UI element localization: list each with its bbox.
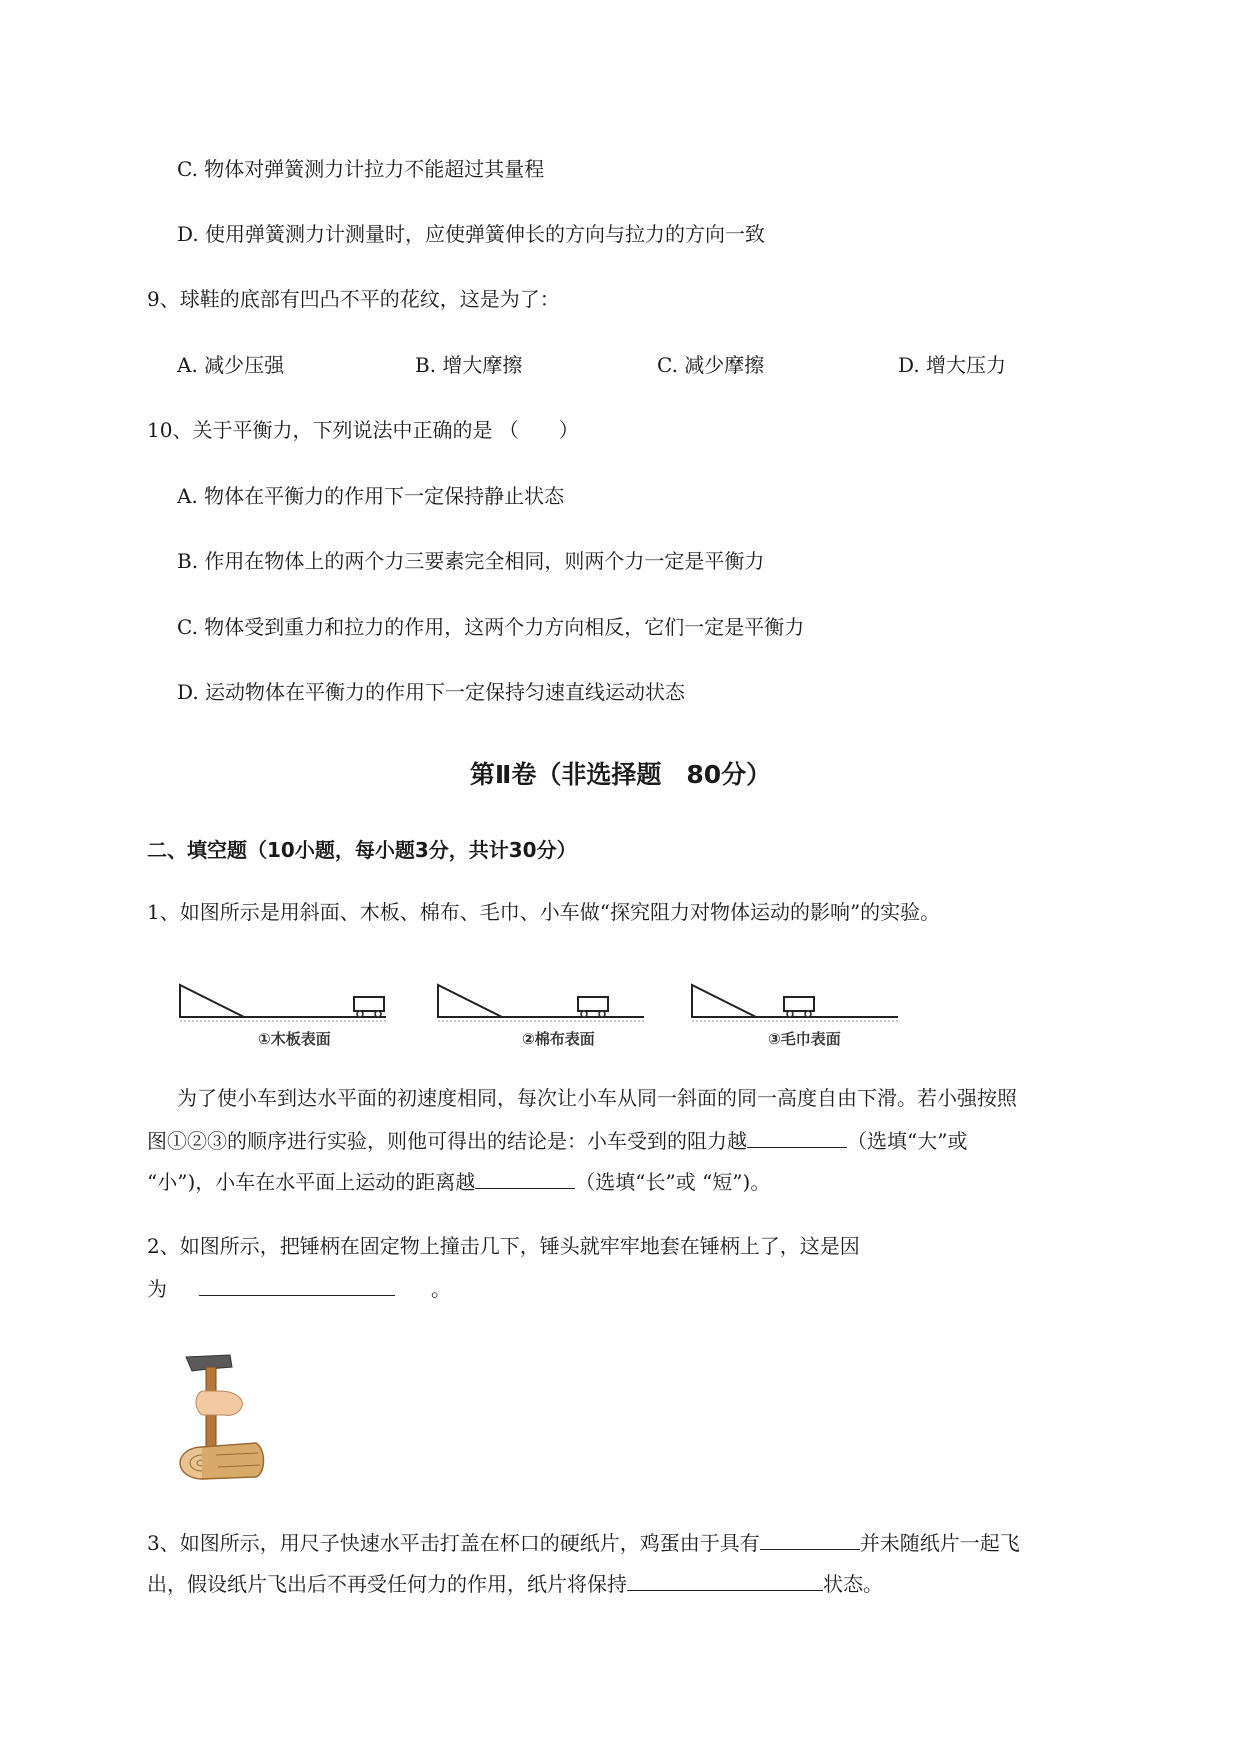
fq3-answer-blank-1[interactable]	[760, 1527, 860, 1550]
hammer-icon	[172, 1345, 272, 1485]
fq1-stem: 1、如图所示是用斜面、木板、棉布、毛巾、小车做“探究阻力对物体运动的影响”的实验。	[147, 900, 941, 924]
q10-option-a: A. 物体在平衡力的作用下一定保持静止状态	[177, 484, 565, 508]
ramp-experiment-figure	[176, 975, 906, 1055]
figure-panel-wood	[180, 985, 386, 1048]
fq1-body-line1: 为了使小车到达水平面的初速度相同，每次让小车从同一斜面的同一高度自由下滑。若小强按照	[177, 1086, 1017, 1110]
fq2-line2-text-a: 为	[147, 1277, 167, 1301]
fq3-line2-text-b: 状态。	[823, 1572, 883, 1596]
figure-panel-towel	[692, 985, 898, 1048]
q9-option-b: B. 增大摩擦	[415, 353, 523, 377]
fq1-body-line3	[147, 1166, 770, 1196]
fq2-stem-line1: 2、如图所示，把锤柄在固定物上撞击几下，锤头就牢牢地套在锤柄上了，这是因	[147, 1234, 860, 1258]
fq1-line3-text-b: （选填“长”或 “短”)。	[575, 1170, 771, 1194]
fq2-answer-blank[interactable]	[199, 1273, 395, 1296]
figure-label-towel: ③毛巾表面	[768, 1030, 841, 1048]
fq2-stem-line2	[147, 1273, 451, 1303]
section-title: 第Ⅱ卷（非选择题 80分）	[469, 760, 772, 789]
fq3-line1-text-b: 并未随纸片一起飞	[859, 1531, 1020, 1555]
q9-option-a: A. 减少压强	[177, 353, 285, 377]
fq1-line3-text-a: “小”)，小车在水平面上运动的距离越	[147, 1170, 476, 1194]
section-subtitle: 二、填空题（10小题，每小题3分，共计30分）	[147, 838, 577, 862]
q9-stem: 9、球鞋的底部有凹凸不平的花纹，这是为了：	[147, 287, 560, 311]
fq3-answer-blank-2[interactable]	[627, 1568, 823, 1591]
figure-label-wood: ①木板表面	[258, 1030, 331, 1048]
fq3-stem-line2	[147, 1568, 883, 1598]
q9-option-d: D. 增大压力	[898, 353, 1007, 377]
fq1-answer-blank-2[interactable]	[475, 1166, 575, 1189]
figure-panel-cotton	[438, 985, 644, 1048]
fq1-answer-blank-1[interactable]	[747, 1125, 847, 1148]
q8-option-c: C. 物体对弹簧测力计拉力不能超过其量程	[177, 157, 545, 181]
figure-label-cotton: ②棉布表面	[522, 1030, 595, 1048]
fq1-body-line2	[147, 1125, 967, 1155]
q10-option-d: D. 运动物体在平衡力的作用下一定保持匀速直线运动状态	[177, 680, 686, 704]
fq1-line2-text-b: （选填“大”或	[847, 1129, 968, 1153]
fq2-line2-text-b: 。	[431, 1277, 451, 1301]
fq1-line2-text-a: 图①②③的顺序进行实验，则他可得出的结论是：小车受到的阻力越	[147, 1129, 747, 1153]
q8-option-d: D. 使用弹簧测力计测量时，应使弹簧伸长的方向与拉力的方向一致	[177, 222, 766, 246]
q9-option-c: C. 减少摩擦	[657, 353, 765, 377]
q10-option-b: B. 作用在物体上的两个力三要素完全相同，则两个力一定是平衡力	[177, 549, 765, 573]
q10-option-c: C. 物体受到重力和拉力的作用，这两个力方向相反，它们一定是平衡力	[177, 615, 805, 639]
fq3-line2-text-a: 出，假设纸片飞出后不再受任何力的作用，纸片将保持	[147, 1572, 627, 1596]
fq3-stem-line1	[147, 1527, 1020, 1557]
fq3-line1-text-a: 3、如图所示，用尺子快速水平击打盖在杯口的硬纸片，鸡蛋由于具有	[147, 1531, 760, 1555]
q10-stem: 10、关于平衡力，下列说法中正确的是 （ ）	[147, 418, 579, 442]
